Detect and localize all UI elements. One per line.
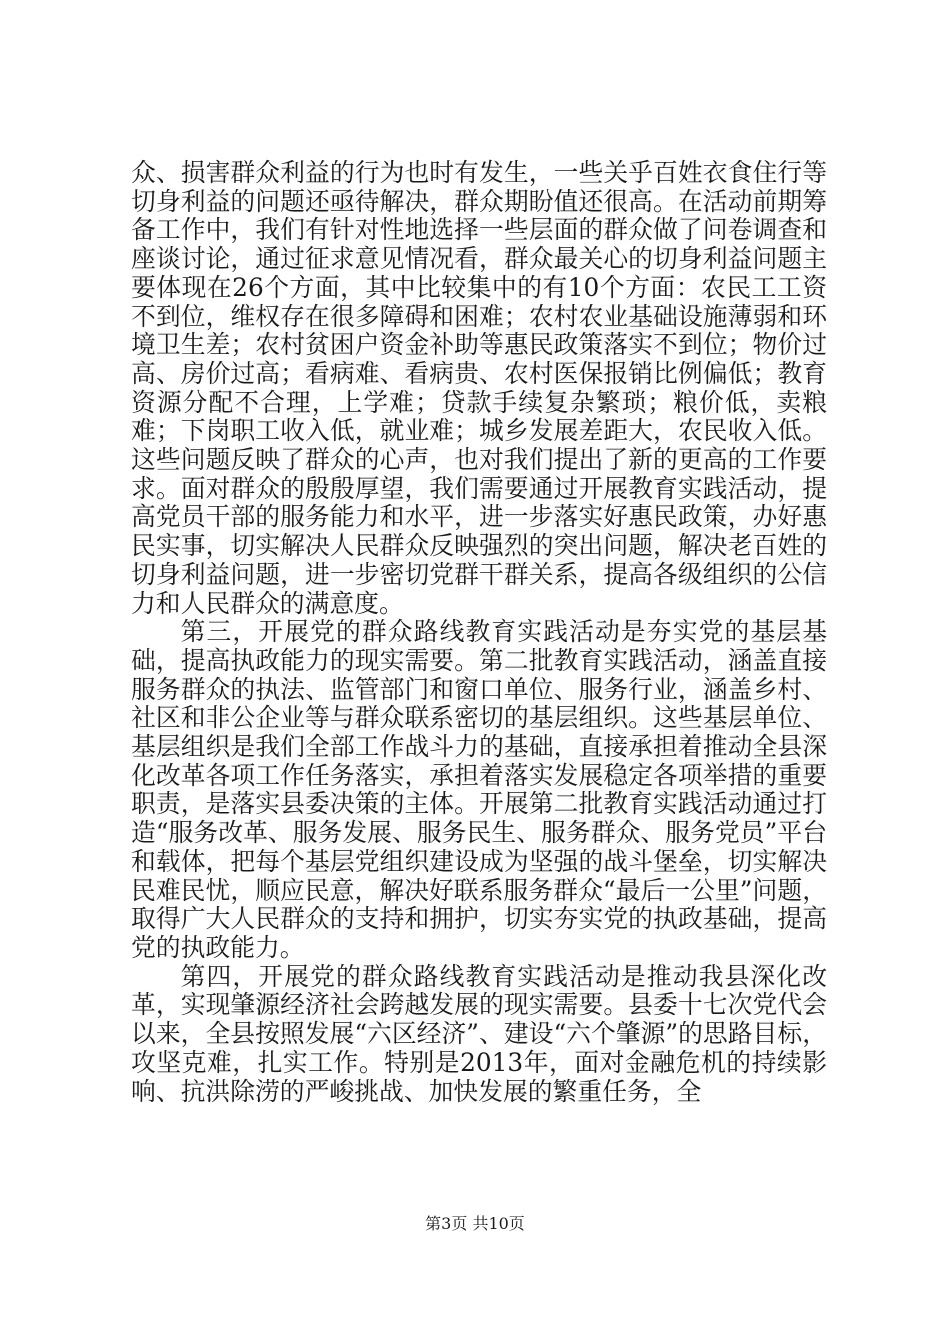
paragraph-3: 第四，开展党的群众路线教育实践活动是推动我县深化改革，实现肇源经济社会跨越发展的现实需要。县委十七次党代会以来，全县按照发展“六区经济”、建设“六个肇源”的思路目标，攻坚克难，扎实工作。特别是2013年，面对金融危机的持续影响、抗洪除涝的严峻挑战、加快发展的繁重任务，全 — [131, 961, 827, 1106]
page-footer — [0, 1214, 950, 1234]
document-body — [131, 159, 827, 1106]
paragraph-1: 众、损害群众利益的行为也时有发生，一些关乎百姓衣食住行等切身利益的问题还亟待解决，群众期盼值还很高。在活动前期筹备工作中，我们有针对性地选择一些层面的群众做了问卷调查和座谈讨论，通过征求意见情况看，群众最关心的切身利益问题主要体现在26个方面，其中比较集中的有10个方面：农民工工资不到位，维权存在很多障碍和困难；农村农业基础设施薄弱和环境卫生差；农村贫困户资金补助等惠民政策落实不到位；物价过高、房价过高；看病难、看病贵、农村医保报销比例偏低；教育资源分配不合理，上学难；贷款手续复杂繁琐；粮价低，卖粮难；下岗职工收入低，就业难；城乡发展差距大，农民收入低。这些问题反映了群众的心声，也对我们提出了新的更高的工作要求。面对群众的殷殷厚望，我们需要通过开展教育实践活动，提高党员干部的服务能力和水平，进一步落实好惠民政策，办好惠民实事，切实解决人民群众反映强烈的突出问题，解决老百姓的切身利益问题，进一步密切党群干群关系，提高各级组织的公信力和人民群众的满意度。 — [131, 158, 827, 618]
page-number-label: 第3页 共10页 — [425, 1214, 525, 1233]
paragraph-2: 第三，开展党的群众路线教育实践活动是夯实党的基层基础，提高执政能力的现实需要。第二批教育实践活动，涵盖直接服务群众的执法、监管部门和窗口单位、服务行业，涵盖乡村、社区和非公企业等与群众联系密切的基层组织。这些基层单位、基层组织是我们全部工作战斗力的基础，直接承担着推动全县深化改革各项工作任务落实，承担着落实发展稳定各项举措的重要职责，是落实县委决策的主体。开展第二批教育实践活动通过打造“服务改革、服务发展、服务民生、服务群众、服务党员”平台和载体，把每个基层党组织建设成为坚强的战斗堡垒，切实解决民难民忧，顺应民意，解决好联系服务群众“最后一公里”问题，取得广大人民群众的支持和拥护，切实夯实党的执政基础，提高党的执政能力。 — [131, 617, 827, 962]
